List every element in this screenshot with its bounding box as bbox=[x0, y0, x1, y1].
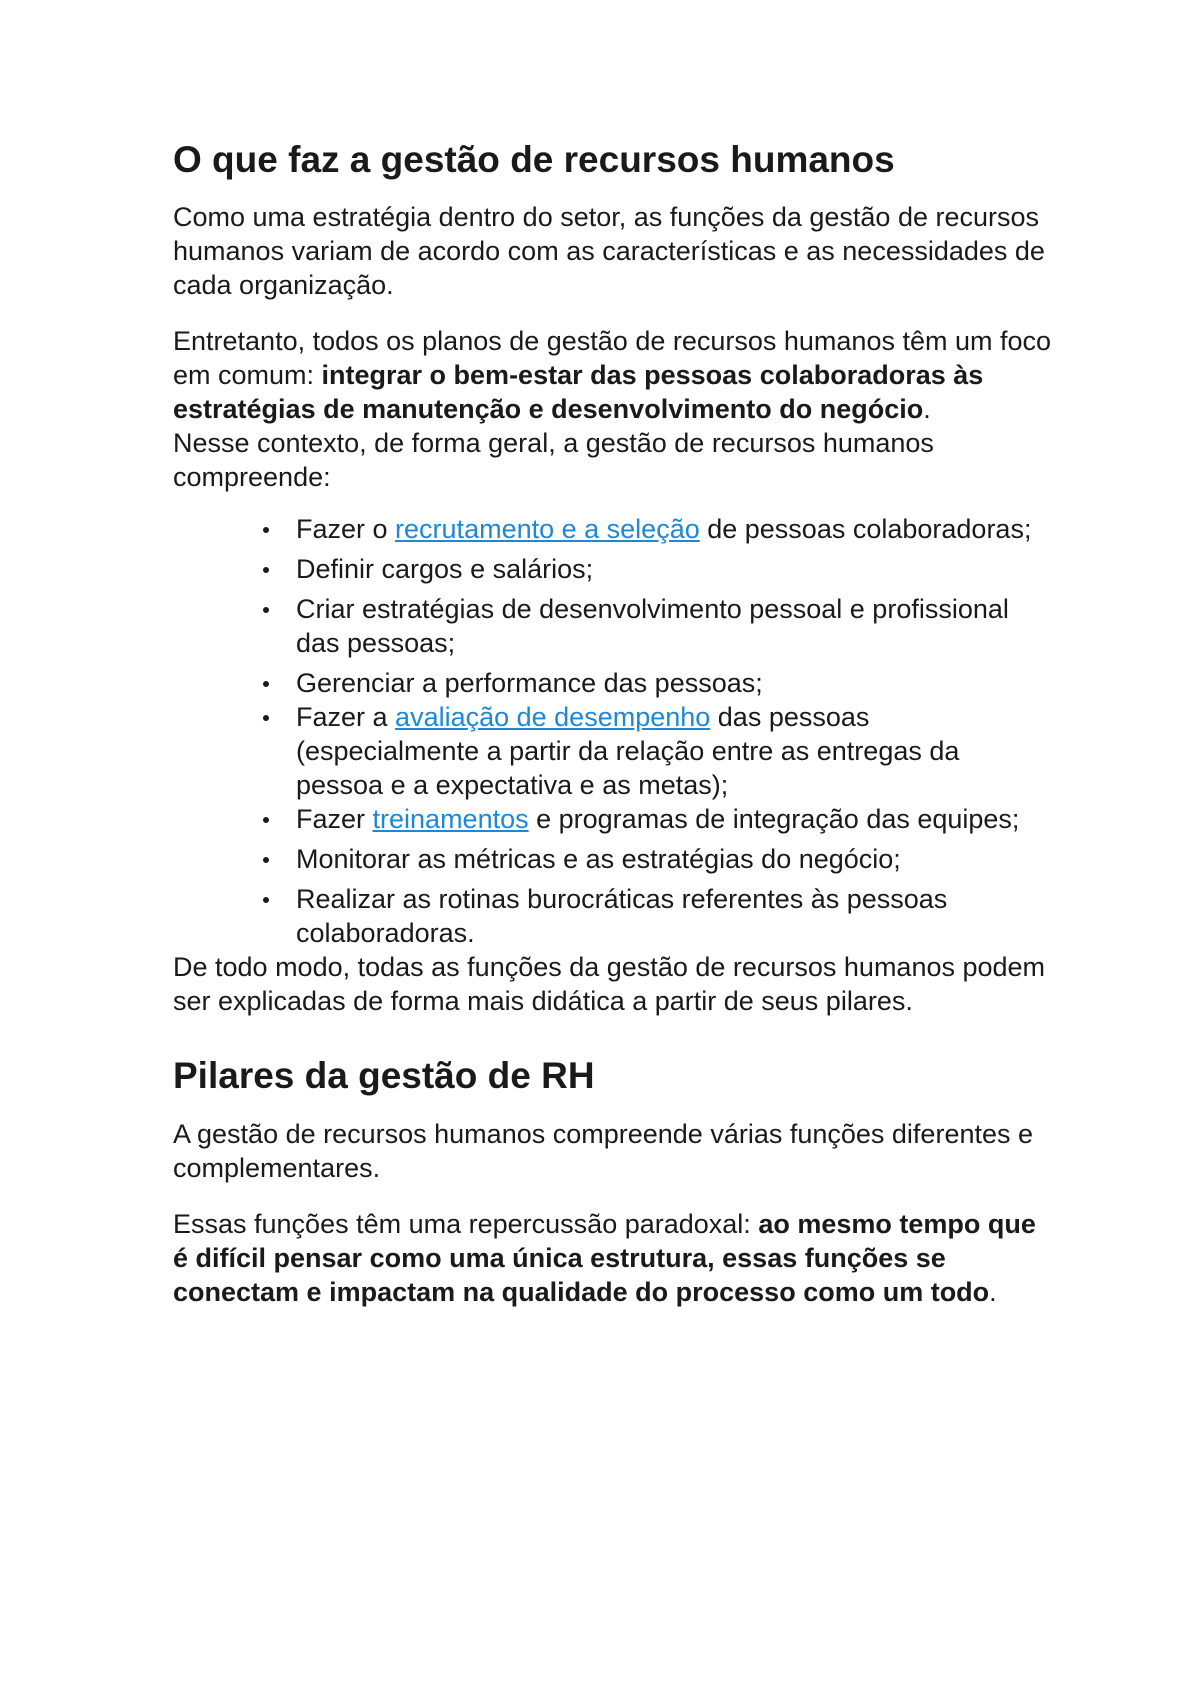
paragraph-pilares-intro: De todo modo, todas as funções da gestão de recursos humanos podem ser explicadas de forma mais didática a partir de seus pilares. bbox=[173, 952, 1046, 1017]
functions-list bbox=[173, 512, 1053, 950]
list-item: Monitorar as métricas e as estratégias do negócio; bbox=[296, 842, 1053, 876]
list-item bbox=[296, 700, 1053, 802]
list-item-text: Fazer o bbox=[296, 514, 396, 545]
list-item-text: e programas de integração das equipes; bbox=[528, 804, 1020, 835]
list-item: Criar estratégias de desenvolvimento pessoal e profissional das pessoas; bbox=[296, 592, 1053, 660]
link-avaliacao-desempenho[interactable]: avaliação de desempenho bbox=[395, 702, 711, 733]
bold-highlight: ao mesmo tempo que é difícil pensar como uma única estrutura, essas funções se conectam e impactam na qualidade do processo como um todo bbox=[173, 1208, 1036, 1307]
link-treinamentos[interactable]: treinamentos bbox=[372, 804, 529, 835]
section-title-pilares: Pilares da gestão de RH bbox=[173, 1055, 595, 1097]
paragraph-text: . bbox=[989, 1276, 997, 1307]
list-item-text: das pessoas (especialmente a partir da relação entre as entregas da pessoa e a expectativa e as metas); bbox=[296, 702, 960, 801]
document-page bbox=[173, 138, 1053, 1331]
paragraph-foco-comum bbox=[173, 324, 1053, 426]
paragraph-text: Entretanto, todos os planos de gestão de recursos humanos têm um foco em comum: bbox=[173, 326, 1052, 391]
paragraph-intro: Como uma estratégia dentro do setor, as funções da gestão de recursos humanos variam de acordo com as características e as necessidades de cada organização. bbox=[173, 202, 1045, 301]
list-item: Gerenciar a performance das pessoas; bbox=[296, 666, 1053, 700]
list-item-text: Fazer a bbox=[296, 702, 396, 733]
paragraph-text: . bbox=[923, 394, 931, 425]
list-item bbox=[296, 802, 1053, 836]
bold-highlight: integrar o bem-estar das pessoas colaboradoras às estratégias de manutenção e desenvolvimento do negócio bbox=[173, 360, 984, 425]
list-item-text: Fazer bbox=[296, 804, 373, 835]
paragraph-text: Essas funções têm uma repercussão paradoxal: bbox=[173, 1208, 759, 1239]
link-recrutamento-selecao[interactable]: recrutamento e a seleção bbox=[395, 514, 700, 545]
paragraph-repercussao bbox=[173, 1207, 1053, 1309]
list-item bbox=[296, 512, 1053, 546]
section-title-gestao-rh: O que faz a gestão de recursos humanos bbox=[173, 139, 895, 180]
list-item-text: de pessoas colaboradoras; bbox=[699, 514, 1032, 545]
list-item: Definir cargos e salários; bbox=[296, 552, 1053, 586]
paragraph-funcoes: A gestão de recursos humanos compreende várias funções diferentes e complementares. bbox=[173, 1118, 1034, 1183]
paragraph-contexto: Nesse contexto, de forma geral, a gestão de recursos humanos compreende: bbox=[173, 428, 934, 493]
list-item: Realizar as rotinas burocráticas referentes às pessoas colaboradoras. bbox=[296, 882, 1053, 950]
